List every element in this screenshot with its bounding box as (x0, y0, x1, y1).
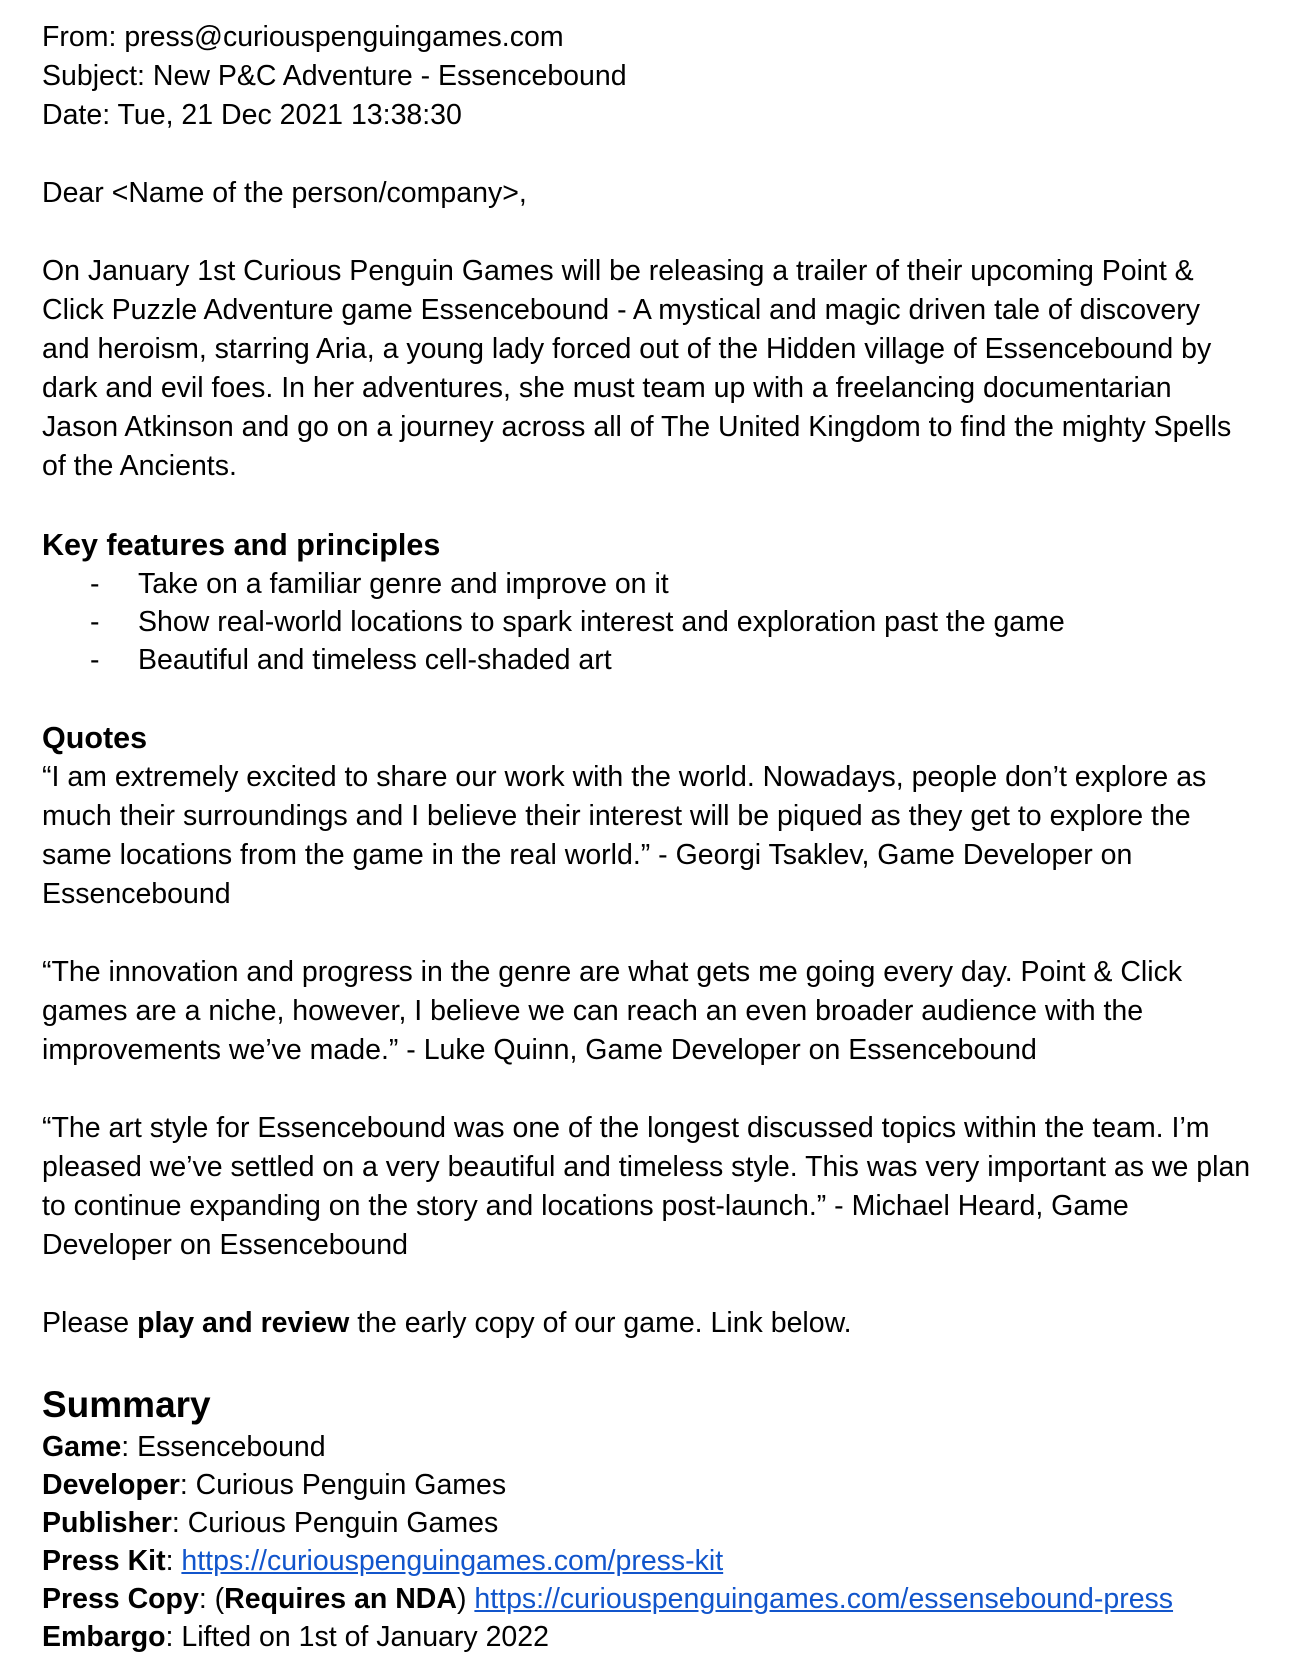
spacer (42, 135, 1248, 174)
feature-text: Show real-world locations to spark interest and exploration past the game (138, 606, 1065, 638)
greeting: Dear <Name of the person/company>, (42, 177, 527, 209)
label: Press Copy (42, 1583, 199, 1615)
subject-line: Subject: New P&C Adventure - Essencebound (42, 60, 627, 92)
quote-paragraph: “I am extremely excited to share our work with the world. Nowadays, people don’t explore as much their surroundings and I believe their interest will be piqued as they get to explore the same locations from the game in the real world.” - Georgi Tsaklev, Game Developer on Essencebound (42, 761, 1207, 910)
feature-text: Take on a familiar genre and improve on it (138, 568, 669, 600)
feature-text: Beautiful and timeless cell-shaded art (138, 644, 612, 676)
request-text: Please (42, 1307, 138, 1339)
list-item (42, 603, 1248, 641)
spacer (42, 213, 1248, 252)
review-request (42, 1304, 1248, 1343)
spacer (42, 914, 1248, 953)
quote-paragraph: “The art style for Essencebound was one of the longest discussed topics within the team. I’m pleased we’ve settled on a very beautiful and timeless style. This was very important as we plan to continue expanding on the story and locations post-launch.” - Michael Heard, Game Developer on Essencebound (42, 1112, 1251, 1261)
value: Essencebound (137, 1431, 326, 1463)
value: Curious Penguin Games (187, 1507, 499, 1539)
quote-paragraph: “The innovation and progress in the genre are what gets me going every day. Point & Click games are a niche, however, I believe we can reach an even broader audience with the improvements we’ve made.” - Luke Quinn, Game Developer on Essencebound (42, 956, 1183, 1066)
bullet-dash: - (90, 568, 100, 600)
summary-press-copy: Press Copy: (Requires an NDA) https://curiouspenguingames.com/essensebound-press (42, 1583, 1174, 1615)
label: Embargo (42, 1621, 166, 1653)
value: Curious Penguin Games (195, 1469, 507, 1501)
summary-press-kit: Press Kit: https://curiouspenguingames.com/press-kit (42, 1545, 724, 1577)
nda-note: Requires an NDA (224, 1583, 457, 1615)
summary-publisher: Publisher: Curious Penguin Games (42, 1507, 499, 1539)
intro-paragraph: On January 1st Curious Penguin Games will be releasing a trailer of their upcoming Point & Click Puzzle Adventure game Essencebound - A mystical and magic driven tale of discovery and heroism, starring Aria, a young lady forced out of the Hidden village of Essencebound by dark and evil foes. In her adventures, she must team up with a freelancing documentarian Jason Atkinson and go on a journey across all of The United Kingdom to find the mighty Spells of the Ancients. (42, 255, 1232, 482)
summary-heading: Summary (42, 1384, 211, 1425)
spacer (42, 679, 1248, 718)
spacer (42, 1343, 1248, 1382)
quotes-heading: Quotes (42, 721, 148, 755)
bullet-dash: - (90, 644, 100, 676)
spacer (42, 486, 1248, 525)
bullet-dash: - (90, 606, 100, 638)
summary-game: Game: Essencebound (42, 1431, 326, 1463)
request-text: the early copy of our game. Link below. (349, 1307, 852, 1339)
features-list (42, 565, 1248, 679)
spacer (42, 1070, 1248, 1109)
features-heading: Key features and principles (42, 528, 441, 562)
label: Developer (42, 1469, 180, 1501)
label: Publisher (42, 1507, 172, 1539)
request-emphasis: play and review (137, 1307, 350, 1339)
press-copy-link[interactable]: https://curiouspenguingames.com/essensebound-press (474, 1583, 1174, 1615)
value: Lifted on 1st of January 2022 (181, 1621, 549, 1653)
press-kit-link[interactable]: https://curiouspenguingames.com/press-kit (181, 1545, 724, 1577)
from-line: From: press@curiouspenguingames.com (42, 21, 564, 53)
list-item (42, 565, 1248, 603)
list-item (42, 641, 1248, 679)
spacer (42, 1265, 1248, 1304)
summary-developer: Developer: Curious Penguin Games (42, 1469, 507, 1501)
label: Game (42, 1431, 122, 1463)
date-line: Date: Tue, 21 Dec 2021 13:38:30 (42, 99, 462, 131)
label: Press Kit (42, 1545, 166, 1577)
summary-embargo: Embargo: Lifted on 1st of January 2022 (42, 1621, 549, 1653)
